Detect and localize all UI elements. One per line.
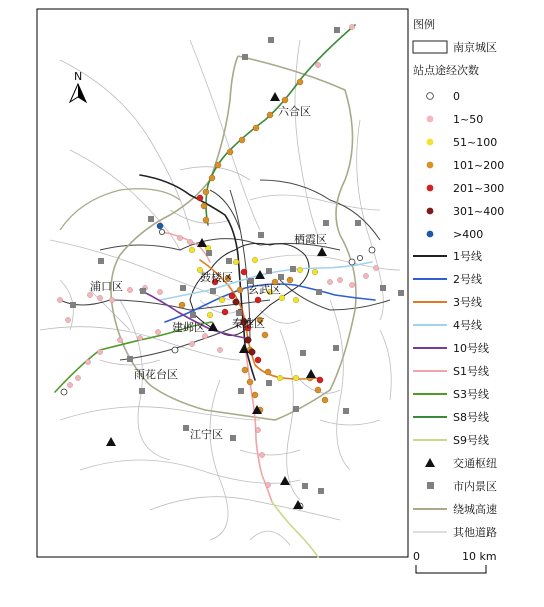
- district-label-jiangning: 江宁区: [190, 428, 223, 441]
- legend-roads-label: 其他道路: [453, 526, 497, 539]
- scale-end: 10 km: [462, 550, 497, 563]
- legend-urban-label: 南京城区: [453, 41, 497, 54]
- legend-stop-swatch-0: [427, 93, 434, 100]
- legend-line-label-s9: S9号线: [453, 434, 489, 447]
- legend-line-label-2: 2号线: [453, 273, 482, 286]
- legend-urban-swatch: [413, 41, 447, 53]
- legend-scenic-icon: [427, 482, 434, 489]
- legend-line-label-1: 1号线: [453, 250, 482, 263]
- legend-stop-label-6: >400: [453, 228, 484, 241]
- legend-stop-swatch-6: [427, 231, 434, 238]
- legend-stop-label-1: 1~50: [453, 113, 484, 126]
- scale-bar: [413, 550, 497, 573]
- scale-zero: 0: [413, 550, 420, 563]
- legend-stop-swatch-1: [427, 116, 434, 123]
- legend-ring-label: 绕城高速: [453, 503, 497, 516]
- legend-stop-label-5: 301~400: [453, 205, 505, 218]
- stations-400-plus: [157, 223, 163, 229]
- legend-stop-label-2: 51~100: [453, 136, 498, 149]
- district-label-qinhuai: 秦淮区: [232, 317, 265, 330]
- legend-stop-swatch-3: [427, 162, 434, 169]
- legend-line-label-4: 4号线: [453, 319, 482, 332]
- legend-hub-icon: [425, 458, 435, 467]
- district-label-pukou: 浦口区: [90, 280, 123, 293]
- district-label-qixia: 栖霞区: [294, 233, 327, 246]
- district-label-xuanwu: 玄武区: [248, 283, 281, 296]
- legend-title: 图例: [413, 18, 435, 31]
- district-label-luhe: 六合区: [278, 105, 311, 118]
- legend-stop-label-3: 101~200: [453, 159, 505, 172]
- legend-line-label-s3: S3号线: [453, 388, 489, 401]
- legend-stop-swatch-5: [427, 208, 434, 215]
- legend-stops-heading: 站点途经次数: [413, 64, 479, 77]
- legend-line-label-10: 10号线: [453, 342, 489, 355]
- north-arrow-letter: N: [74, 70, 83, 83]
- legend-stop-swatch-2: [427, 139, 434, 146]
- legend-line-label-s1: S1号线: [453, 365, 489, 378]
- legend-scenic-label: 市内景区: [453, 480, 497, 493]
- district-label-yuhuatai: 雨花台区: [134, 368, 178, 381]
- legend: [413, 17, 504, 539]
- legend-stop-label-0: 0: [453, 90, 460, 103]
- legend-stop-label-4: 201~300: [453, 182, 505, 195]
- district-label-jianye: 建邺区: [172, 321, 205, 334]
- legend-hub-label: 交通枢纽: [453, 457, 497, 470]
- legend-stop-swatch-4: [427, 185, 434, 192]
- legend-line-label-3: 3号线: [453, 296, 482, 309]
- district-label-gulou: 鼓楼区: [200, 271, 233, 284]
- legend-line-label-s8: S8号线: [453, 411, 489, 424]
